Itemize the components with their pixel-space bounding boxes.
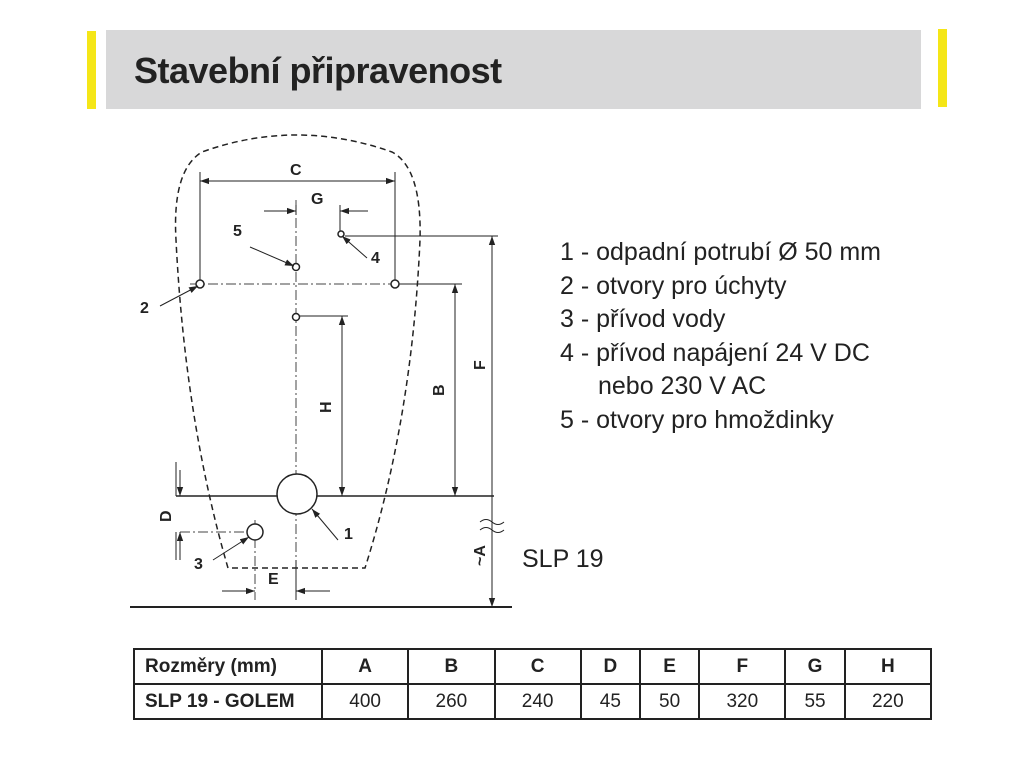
leader-1 bbox=[312, 509, 338, 540]
legend-item-5: 5 - otvory pro hmoždinky bbox=[560, 405, 834, 434]
label-d: D bbox=[158, 510, 175, 522]
label-f: F bbox=[472, 360, 489, 370]
page-title: Stavební připravenost bbox=[134, 50, 502, 91]
table-header-row bbox=[134, 649, 931, 684]
dowel-hole-bottom bbox=[293, 314, 300, 321]
dowel-hole-top bbox=[293, 264, 300, 271]
bracket-hole-right bbox=[391, 280, 399, 288]
table-row bbox=[134, 684, 931, 719]
table-col-d: D bbox=[581, 649, 640, 684]
label-3: 3 bbox=[194, 556, 203, 573]
leader-4 bbox=[342, 236, 367, 258]
label-b: B bbox=[431, 384, 448, 396]
leader-5 bbox=[250, 247, 294, 266]
table-cell-f: 320 bbox=[699, 684, 785, 719]
power-inlet-hole bbox=[338, 231, 344, 237]
legend bbox=[560, 236, 881, 437]
table-col-b: B bbox=[408, 649, 494, 684]
table-cell-a: 400 bbox=[322, 684, 408, 719]
label-5: 5 bbox=[233, 223, 242, 240]
dimensions-table bbox=[133, 648, 932, 720]
label-g: G bbox=[311, 191, 324, 208]
label-2: 2 bbox=[140, 300, 149, 317]
waste-pipe-hole bbox=[277, 474, 317, 514]
label-1: 1 bbox=[344, 526, 353, 543]
legend-item-4: 4 - přívod napájení 24 V DC bbox=[560, 338, 870, 367]
legend-item-3: 3 - přívod vody bbox=[560, 305, 726, 333]
table-header-label: Rozměry (mm) bbox=[134, 649, 322, 684]
legend-item-2: 2 - otvory pro úchyty bbox=[560, 271, 787, 300]
table-row-label: SLP 19 - GOLEM bbox=[134, 684, 322, 719]
legend-item-1: 1 - odpadní potrubí Ø 50 mm bbox=[560, 238, 882, 266]
label-e: E bbox=[268, 571, 279, 588]
table-col-h: H bbox=[845, 649, 931, 684]
table-cell-h: 220 bbox=[845, 684, 931, 719]
table-cell-g: 55 bbox=[785, 684, 844, 719]
model-label: SLP 19 bbox=[522, 545, 604, 573]
leader-3 bbox=[213, 537, 249, 560]
table-cell-b: 260 bbox=[408, 684, 494, 719]
water-inlet-hole bbox=[247, 524, 263, 540]
table-col-c: C bbox=[495, 649, 581, 684]
label-c: C bbox=[290, 162, 302, 179]
table-cell-d: 45 bbox=[581, 684, 640, 719]
label-4: 4 bbox=[371, 250, 380, 267]
label-a: ~A bbox=[472, 545, 489, 566]
table-col-g: G bbox=[785, 649, 844, 684]
table-col-a: A bbox=[322, 649, 408, 684]
table-col-f: F bbox=[699, 649, 785, 684]
label-h: H bbox=[318, 401, 335, 413]
table-cell-e: 50 bbox=[640, 684, 699, 719]
legend-item-4-continued: nebo 230 V AC bbox=[598, 372, 767, 400]
table-col-e: E bbox=[640, 649, 699, 684]
table-cell-c: 240 bbox=[495, 684, 581, 719]
